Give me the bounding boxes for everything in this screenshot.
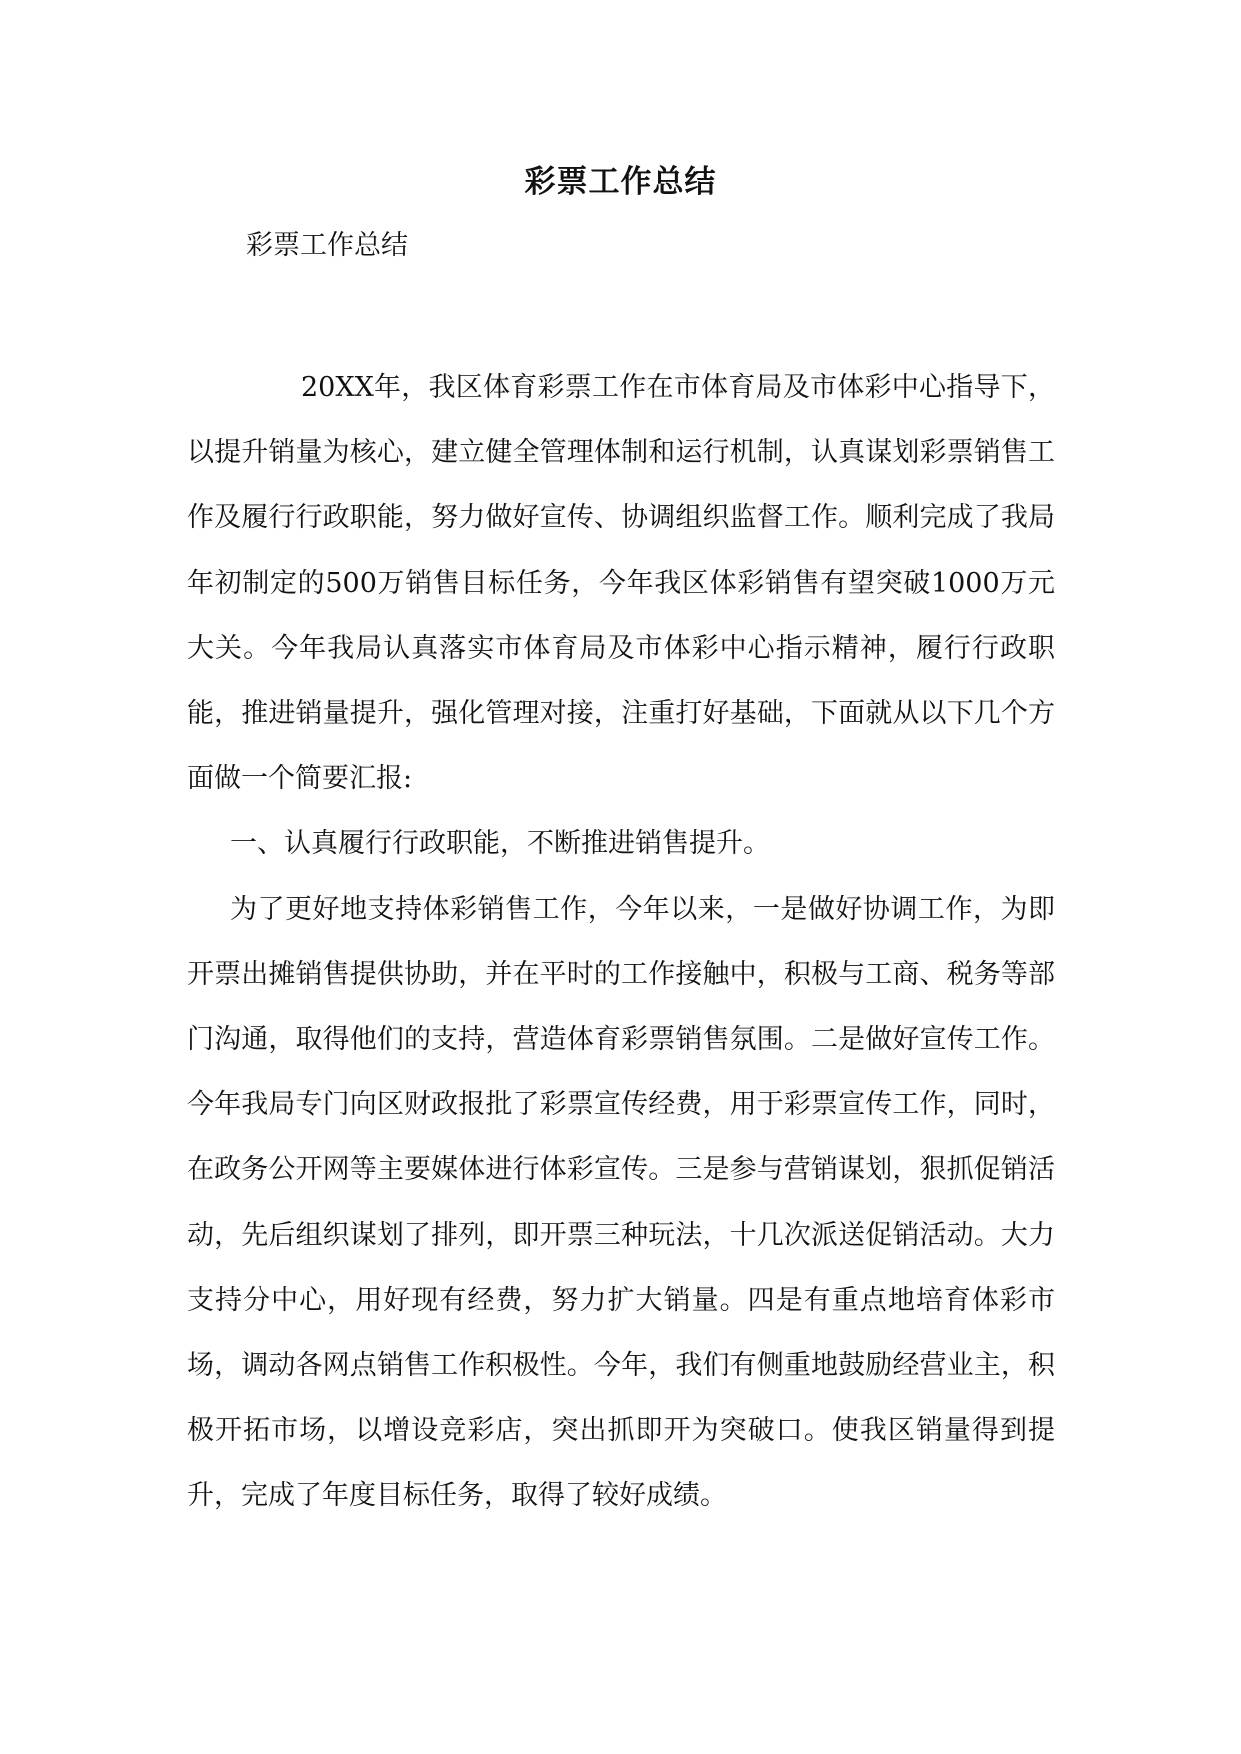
document-body [187,355,1055,1529]
document-subtitle: 彩票工作总结 [246,230,408,261]
intro-paragraph: 20XX年，我区体育彩票工作在市体育局及市体彩中心指导下，以提升销量为核心，建立健全管理体制和运行机制，认真谋划彩票销售工作及履行行政职能，努力做好宣传、协调组织监督工作。顺利完成了我局年初制定的500万销售目标任务，今年我区体彩销售有望突破1000万元大关。今年我局认真落实市体育局及市体彩中心指示精神，履行行政职能，推进销量提升，强化管理对接，注重打好基础，下面就从以下几个方面做一个简要汇报: [187,372,1055,795]
section-heading: 一、认真履行行政职能，不断推进销售提升。 [230,828,770,860]
document-title: 彩票工作总结 [524,164,717,200]
section-paragraph: 为了更好地支持体彩销售工作，今年以来，一是做好协调工作，为即开票出摊销售提供协助，并在平时的工作接触中，积极与工商、税务等部门沟通，取得他们的支持，营造体育彩票销售氛围。二是做好宣传工作。今年我局专门向区财政报批了彩票宣传经费，用于彩票宣传工作，同时，在政务公开网等主要媒体进行体彩宣传。三是参与营销谋划，狠抓促销活动，先后组织谋划了排列，即开票三种玩法，十几次派送促销活动。大力支持分中心，用好现有经费，努力扩大销量。四是有重点地培育体彩市场，调动各网点销售工作积极性。今年，我们有侧重地鼓励经营业主，积极开拓市场，以增设竞彩店，突出抓即开为突破口。使我区销量得到提升，完成了年度目标任务，取得了较好成绩。 [187,893,1055,1512]
